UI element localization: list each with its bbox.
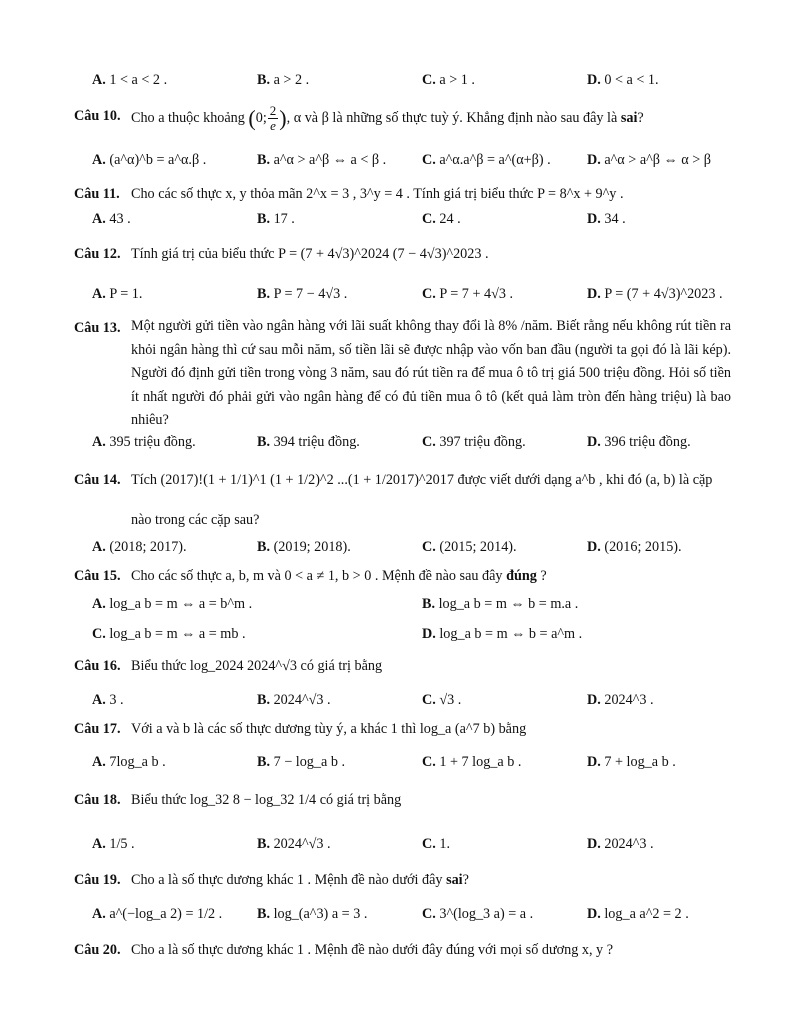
- option-d-label: D.: [587, 836, 601, 852]
- question-text: [131, 568, 547, 585]
- option-c-text: (2015; 2014).: [439, 539, 517, 555]
- q15-end: ?: [540, 568, 547, 584]
- option-d-label: D.: [587, 692, 601, 708]
- option-d-label: D.: [422, 626, 436, 642]
- option-c-text: log_a b = m ⇔ a = mb .: [109, 626, 246, 642]
- option-c-text: P = 7 + 4√3 .: [439, 286, 514, 302]
- option-d-text: 7 + log_a b .: [604, 754, 676, 770]
- option-d-label: D.: [587, 906, 601, 922]
- option-d-label: D.: [587, 286, 601, 302]
- option-b-text: 394 triệu đồng.: [273, 434, 360, 450]
- option-c-label: C.: [422, 836, 436, 852]
- question-label: Câu 10.: [74, 108, 121, 124]
- option-c-text: √3 .: [439, 692, 462, 708]
- option-b-label: B.: [257, 434, 271, 450]
- option-d-text: P = (7 + 4√3)^2023 .: [604, 286, 723, 302]
- option-a-text: a^(−log_a 2) = 1/2 .: [109, 906, 223, 922]
- option-b-label: B.: [257, 286, 271, 302]
- option-d-label: D.: [587, 72, 601, 88]
- option-a-text: 1 < a < 2 .: [109, 72, 168, 88]
- question-text: Tính giá trị của biểu thức P = (7 + 4√3)^2024 (7 − 4√3)^2023 .: [131, 246, 489, 262]
- question-label: Câu 16.: [74, 658, 121, 674]
- option-a-text: (2018; 2017).: [109, 539, 187, 555]
- question-label: Câu 11.: [74, 186, 120, 202]
- q19-text-pre: Cho a là số thực dương khác 1 . Mệnh đề nào dưới đây: [131, 872, 443, 888]
- q10-text-pre: Cho a thuộc khoảng: [131, 109, 245, 126]
- q10-interval: 0;: [255, 109, 267, 126]
- option-a-label: A.: [92, 539, 106, 555]
- option-c-label: C.: [422, 754, 436, 770]
- q10-text-post: , α và β là những số thực tuỳ ý. Khẳng định nào sau đây là: [286, 109, 618, 126]
- option-c-text: 1 + 7 log_a b .: [439, 754, 522, 770]
- option-a-label: A.: [92, 211, 106, 227]
- question-label: Câu 13.: [74, 320, 121, 336]
- option-b-text: a > 2 .: [273, 72, 310, 88]
- option-d-text: 34 .: [604, 211, 626, 227]
- option-a-label: A.: [92, 692, 106, 708]
- option-a-text: log_a b = m ⇔ a = b^m .: [109, 596, 253, 612]
- question-text: [131, 872, 469, 889]
- option-d-text: 0 < a < 1.: [604, 72, 659, 88]
- option-b-text: log_a b = m ⇔ b = m.a .: [438, 596, 579, 612]
- option-b-text: a^α > a^β ⇔ a < β .: [273, 152, 387, 168]
- option-b-label: B.: [422, 596, 436, 612]
- option-b-label: B.: [257, 539, 271, 555]
- option-b-label: B.: [257, 72, 271, 88]
- option-a-label: A.: [92, 754, 106, 770]
- option-a-label: A.: [92, 836, 106, 852]
- option-a-label: A.: [92, 906, 106, 922]
- option-b-label: B.: [257, 211, 271, 227]
- question-text-line2: nào trong các cặp sau?: [131, 512, 260, 528]
- option-d-label: D.: [587, 539, 601, 555]
- option-d-text: 2024^3 .: [604, 692, 654, 708]
- question-label: Câu 14.: [74, 472, 121, 488]
- option-b-label: B.: [257, 152, 271, 168]
- option-c-text: a^α.a^β = a^(α+β) .: [439, 152, 551, 168]
- option-b-label: B.: [257, 754, 271, 770]
- option-a-label: A.: [92, 72, 106, 88]
- option-c-label: C.: [422, 906, 436, 922]
- option-b-text: 7 − log_a b .: [273, 754, 346, 770]
- question-text: Biểu thức log_32 8 − log_32 1/4 có giá trị bằng: [131, 792, 402, 808]
- option-b-text: P = 7 − 4√3 .: [273, 286, 348, 302]
- option-c-label: C.: [422, 286, 436, 302]
- q10-num: 2: [269, 103, 277, 118]
- option-d-text: 396 triệu đồng.: [604, 434, 691, 450]
- option-c-text: 397 triệu đồng.: [439, 434, 526, 450]
- question-text: Tích (2017)!(1 + 1/1)^1 (1 + 1/2)^2 ...(1 + 1/2017)^2017 được viết dưới dạng a^b , khi đó (a, b) là cặp: [131, 472, 713, 488]
- option-b-text: 2024^√3 .: [273, 692, 331, 708]
- q10-bold-word: sai: [620, 109, 638, 126]
- option-b-label: B.: [257, 906, 271, 922]
- option-c-label: C.: [422, 152, 436, 168]
- option-a-text: (a^α)^b = a^α.β .: [109, 152, 207, 168]
- q19-end: ?: [462, 872, 469, 888]
- option-a-text: 7log_a b .: [109, 754, 166, 770]
- option-c-label: C.: [422, 72, 436, 88]
- option-a-label: A.: [92, 434, 106, 450]
- option-a-text: 395 triệu đồng.: [109, 434, 196, 450]
- q15-bold-word: đúng: [506, 568, 537, 584]
- option-d-label: D.: [587, 754, 601, 770]
- option-b-label: B.: [257, 692, 271, 708]
- option-a-text: 3 .: [109, 692, 124, 708]
- option-d-label: D.: [587, 434, 601, 450]
- question-text: Cho a thuộc khoảng (0; $\frac{2}{e}$ ), α và β là những số thực tuỳ ý. Khẳng định nào sau đây là sai?: [131, 103, 644, 133]
- q10-den: e: [270, 118, 276, 133]
- option-c-label: C.: [92, 626, 106, 642]
- question-text: Biểu thức log_2024 2024^√3 có giá trị bằng: [131, 658, 383, 674]
- option-a-label: A.: [92, 596, 106, 612]
- option-b-text: log_(a^3) a = 3 .: [273, 906, 368, 922]
- question-label: Câu 15.: [74, 568, 121, 584]
- option-d-text: 2024^3 .: [604, 836, 654, 852]
- option-c-text: 1.: [439, 836, 450, 852]
- option-a-text: 1/5 .: [109, 836, 135, 852]
- option-a-text: P = 1.: [109, 286, 143, 302]
- option-c-label: C.: [422, 434, 436, 450]
- q10-end: ?: [637, 109, 644, 126]
- option-b-text: 17 .: [273, 211, 295, 227]
- option-d-label: D.: [587, 152, 601, 168]
- question-text: Cho các số thực x, y thỏa mãn 2^x = 3 , 3^y = 4 . Tính giá trị biểu thức P = 8^x + 9^y .: [131, 186, 624, 202]
- question-label: Câu 20.: [74, 942, 121, 958]
- option-c-text: 3^(log_3 a) = a .: [439, 906, 534, 922]
- question-label: Câu 17.: [74, 721, 121, 737]
- question-label: Câu 18.: [74, 792, 121, 808]
- question-text: Với a và b là các số thực dương tùy ý, a khác 1 thì log_a (a^7 b) bằng: [131, 721, 527, 737]
- question-text: Cho a là số thực dương khác 1 . Mệnh đề nào dưới đây đúng với mọi số dương x, y ?: [131, 942, 613, 958]
- option-d-text: (2016; 2015).: [604, 539, 682, 555]
- option-d-text: a^α > a^β ⇔ α > β: [604, 152, 712, 168]
- option-c-label: C.: [422, 692, 436, 708]
- option-c-text: 24 .: [439, 211, 461, 227]
- option-b-text: 2024^√3 .: [273, 836, 331, 852]
- option-c-label: C.: [422, 539, 436, 555]
- q15-text-pre: Cho các số thực a, b, m và 0 < a ≠ 1, b > 0 . Mệnh đề nào sau đây: [131, 568, 503, 584]
- question-label: Câu 12.: [74, 246, 121, 262]
- option-d-label: D.: [587, 211, 601, 227]
- option-a-label: A.: [92, 152, 106, 168]
- option-d-text: log_a a^2 = 2 .: [604, 906, 689, 922]
- option-b-text: (2019; 2018).: [273, 539, 351, 555]
- option-a-label: A.: [92, 286, 106, 302]
- question-text: Một người gửi tiền vào ngân hàng với lãi suất không thay đổi là 8% /năm. Biết rằng nếu không rút tiền ra khỏi ngân hàng thì cứ sau mỗi năm, số tiền lãi sẽ được nhập vào vốn ban đầu (người ta gọi đó là lãi kép). Người đó định gửi tiền trong vòng 3 năm, sau đó rút tiền ra để mua ô tô trị giá 500 triệu đồng. Hỏi số tiền ít nhất người đó phải gửi vào ngân hàng để có đủ tiền mua ô tô (kết quả làm tròn đến hàng triệu) là bao nhiêu?: [131, 318, 731, 428]
- option-c-label: C.: [422, 211, 436, 227]
- option-b-label: B.: [257, 836, 271, 852]
- option-c-text: a > 1 .: [439, 72, 475, 88]
- question-label: Câu 19.: [74, 872, 121, 888]
- option-d-text: log_a b = m ⇔ b = a^m .: [439, 626, 583, 642]
- option-a-text: 43 .: [109, 211, 131, 227]
- q19-bold-word: sai: [446, 872, 463, 888]
